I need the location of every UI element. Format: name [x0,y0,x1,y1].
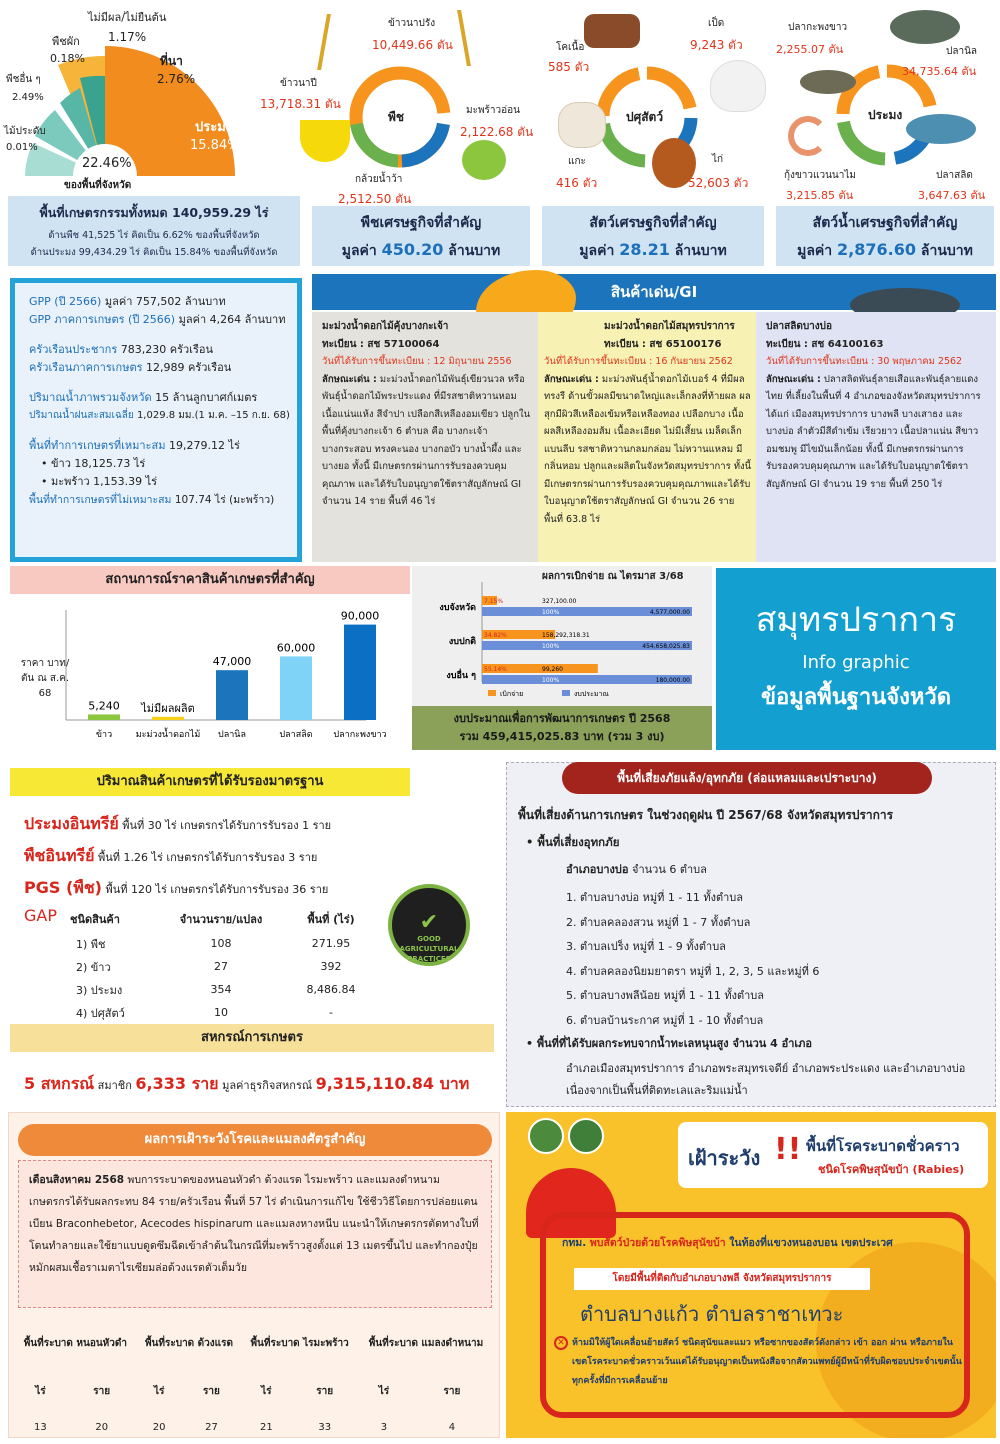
gap-head: จำนวนราย/แปลง [179,913,263,926]
cow-icon [584,14,640,48]
std-title: ปริมาณสินค้าเกษตรที่ได้รับรองมาตรฐาน [10,768,410,796]
suitable-value: 19,279.12 ไร่ [168,439,240,452]
fishery-name-1: ปลากะพงขาว [788,22,848,33]
budget-total-pct: 100% [542,609,560,616]
land-total-banner [8,196,300,266]
price-category: ปลากะพงขาว [333,730,387,740]
budget-chart [412,578,712,706]
budget-total-pct: 100% [542,643,560,650]
gpp-ag-value: มูลค่า 4,264 ล้านบาท [178,313,286,326]
gap-cell: 2) ข้าว [76,960,111,974]
gap-badge-text: GOOD AGRICULTURAL PRACTICES [399,935,459,963]
pest-group: พื้นที่ระบาด หนอนหัวดำ [23,1337,127,1349]
gi-2-reg: ทะเบียน : สช 65100176 [604,338,722,350]
pest-sub: ราย [93,1385,111,1397]
households-value: 783,230 ครัวเรือน [120,343,213,356]
crops-banner [312,206,530,266]
price-chart-ylabel: ราคา บาท/ตัน ณ ส.ค. 68 [20,658,70,699]
pie-label-noyield: ไม่มีผล/ไม่ยืนต้น [88,11,167,24]
risk-heading: พื้นที่เสี่ยงด้านการเกษตร ในช่วงฤดูฝน ปี 2567/68 จังหวัดสมุทรปราการ [518,808,894,822]
std-row-2: พืชอินทรีย์ พื้นที่ 1.26 ไร่ เกษตรกรได้รับการรับรอง 3 ราย [24,846,318,865]
sheep-icon [558,102,606,148]
pest-sub: ไร่ [378,1385,390,1397]
price-bar [280,656,312,720]
pest-group: พื้นที่ระบาด ด้วงแรด [144,1337,233,1349]
crops-title: พืชเศรษฐกิจที่สำคัญ [360,215,482,231]
pie-label-fishery: ประมง [195,120,233,135]
crops-value: 450.20 [381,240,444,259]
budget-spent-value: 327,100.00 [542,598,577,605]
gap-cell: 1) พืช [76,937,106,951]
risk-item: 2. ตำบลคลองสวน หมู่ที่ 1 - 7 ทั้งตำบล [566,915,751,929]
pest-title: ผลการเฝ้าระวังโรคและแมลงศัตรูสำคัญ [18,1124,492,1156]
budget-footer-1: งบประมาณเพื่อการพัฒนาการเกษตร ปี 2568 [453,712,671,725]
price-bar [88,714,120,720]
rabies-line2: โดยมีพื้นที่ติดกับอำเภอบางพลี จังหวัดสมุทรปราการ [574,1268,870,1290]
duck-icon [710,60,766,112]
price-bar-label: ไม่มีผลผลิต [141,701,195,715]
pest-cell: 3 [380,1421,388,1433]
rabies-areas: ตำบลบางแก้ว ตำบลราชาเทวะ [580,1302,844,1326]
water-label: ปริมาณน้ำภาพรวมจังหวัด [29,391,152,404]
gi-3-reg: ทะเบียน : สช 64100163 [766,338,884,350]
pest-group: พื้นที่ระบาด ไรมะพร้าว [250,1337,349,1349]
gi-header: สินค้าเด่น/GI [312,274,996,310]
livestock-value: 28.21 [619,240,670,259]
fishery-name-4: ปลาสลิด [936,170,973,181]
gi-2-desc: มะม่วงพันธุ์น้ำดอกไม้เบอร์ 4 ที่มีผลทรงรี ด้านขั้วผลมีขนาดใหญ่และเล็กลงที่ท้ายผล ผลสุกมีผิวสีเหลืองเข้มหรือเหลืองทอง เปลือกบาง เนื้อผลสีเหลืองอมส้ม เนื้อละเอียด ไม่มีเสี้ยน เมล็ดเล็กแบนลีบ รสชาติหวานกลมกล่อม ไม่หวานแหลม มีกลิ่นหอม ปลูกและผลิตในจังหวัดสมุทรปราการ ทั้งนี้ มีเกษตรกรผ่านการรับรองควบคุมคุณภาพและได้รับใบอนุญาตใช้ตราสัญลักษณ์ GI จำนวน 26 ราย พื้นที่ 63.8 ไร่ [544,373,752,525]
price-category: มะม่วงน้ำดอกไม้ [135,730,201,740]
pest-sub: ไร่ [35,1385,46,1397]
coop-value: 9,315,110.84 บาท [315,1074,470,1093]
rabies-title: พื้นที่โรคระบาดชั่วคราว [806,1137,960,1155]
fishery-value-3: 3,215.85 ตัน [786,189,854,202]
gi-2-name: มะม่วงน้ำดอกไม้สมุทรปราการ [604,321,735,332]
rice-area: • ข้าว 18,125.73 ไร่ [41,457,146,470]
fishery-value-prefix: มูลค่า [797,243,833,259]
province-name: สมุทรปราการ [755,600,957,640]
chicken-icon [652,138,696,188]
pest-cell: 4 [448,1421,456,1433]
gap-label: GAP [24,906,57,925]
livestock-name-1: โคเนื้อ [556,42,585,53]
pest-table [14,1316,494,1442]
price-category: ปลานิล [218,730,246,740]
water-value: 15 ล้านลูกบาศก์เมตร [155,391,258,404]
risk-item: 1. ตำบลบางบ่อ หมู่ที่ 1 - 11 ทั้งตำบล [566,891,744,904]
fishery-title: สัตว์น้ำเศรษฐกิจที่สำคัญ [812,215,958,231]
livestock-unit: ล้านบาท [674,243,727,259]
fishery-value-2: 34,735.64 ตัน [902,65,977,78]
unsuitable-value: 107.74 ไร่ (มะพร้าว) [174,494,275,506]
seabass-icon [800,70,856,94]
gap-cell: 27 [214,960,228,973]
crop-value-3: 2,122.68 ตัน [460,125,534,139]
rain-value: 1,029.8 มม.(1 ม.ค. –15 ก.ย. 68) [136,410,290,421]
pie-value-other: 2.49% [12,92,44,103]
budget-spent-pct: 34.82% [484,632,507,639]
coop-value-label: มูลค่าธุรกิจสหกรณ์ [222,1079,313,1092]
rabies-excl: !! [774,1132,802,1167]
pie-label-other: พืชอื่น ๆ [6,74,41,85]
pie-value-paddy: 2.76% [157,72,196,86]
province-info-box [10,278,302,562]
std-rows [24,812,331,908]
pie-label-ornamental: ไม้ประดับ [4,126,46,137]
crop-value-1: 10,449.66 ตัน [372,38,453,52]
rabies-warn: เฝ้าระวัง [688,1146,761,1170]
pest-group: พื้นที่ระบาด แมลงดำหนาม [368,1337,484,1349]
livestock-value-4: 52,603 ตัว [688,176,749,190]
pie-value-veg: 0.18% [50,52,85,65]
province-sub: Info graphic [802,652,910,673]
coop-count: 5 สหกรณ์ [24,1074,95,1093]
gi-1-desc-label: ลักษณะเด่น : [322,373,377,385]
pest-cell: 27 [205,1421,218,1433]
budget-category: งบจังหวัด [439,603,476,613]
livestock-value-1: 585 ตัว [548,60,590,74]
pest-month: เดือนสิงหาคม 2568 [29,1174,125,1186]
livestock-value-3: 416 ตัว [556,176,598,190]
budget-spent-pct: 7.15% [484,598,504,605]
fishery-name-3: กุ้งขาวแวนนาไม [784,170,856,181]
tilapia-icon [890,10,960,44]
livestock-name-2: เป็ด [708,18,725,29]
gap-cell: 8,486.84 [306,983,356,996]
budget-total-pct: 100% [542,677,560,684]
crop-name-3: มะพร้าวอ่อน [466,105,521,116]
price-bar [216,670,248,720]
pie-value-noyield: 1.17% [108,30,147,44]
pest-desc-box [18,1160,492,1308]
price-bar [152,717,184,720]
crops-center: พืช [388,110,405,124]
coop-title: สหกรณ์การเกษตร [10,1024,494,1052]
pest-sub: ไร่ [261,1385,272,1397]
gap-badge-icon [388,884,470,966]
gi-1-reg: ทะเบียน : สช 57100064 [322,338,440,350]
gi-3-desc-label: ลักษณะเด่น : [766,373,821,385]
gi-1-date: วันที่ได้รับการขึ้นทะเบียน : 12 มิถุนายน 2556 [322,356,512,367]
coop-members: 6,333 ราย [135,1074,219,1093]
shrimp-icon [788,116,828,156]
budget-spent-value: 99,260 [542,666,563,673]
emblem-icon [528,1118,564,1154]
budget-footer [412,706,712,750]
gap-cell: 3) ประมง [76,983,123,997]
risk-item: 4. ตำบลคลองนิยมยาตรา หมู่ที่ 1, 2, 3, 5 และหมู่ที่ 6 [566,964,820,978]
gpp-ag-label: GPP ภาคการเกษตร (ปี 2566) [29,313,176,326]
households-label: ครัวเรือนประชากร [29,343,118,356]
pie-label-paddy: ที่นา [160,54,183,68]
land-fish-line: ด้านประมง 99,434.29 ไร่ คิดเป็น 15.84% ของพื้นที่จังหวัด [30,247,278,258]
gap-cell: 354 [210,983,232,996]
price-chart [60,600,410,750]
gi-2-date: วันที่ได้รับการขึ้นทะเบียน : 16 กันยายน 2562 [544,356,733,367]
gap-head: พื้นที่ (ไร่) [307,913,355,926]
pest-cell: 20 [152,1421,166,1433]
price-category: ปลาสลิด [279,730,313,740]
budget-footer-2: รวม 459,415,025.83 บาท (รวม 3 งบ) [459,730,665,743]
rain-label: ปริมาณน้ำฝนสะสมเฉลี่ย [29,410,134,421]
coop-line [24,1072,469,1097]
emblem-icon [568,1118,604,1154]
coconut-area: • มะพร้าว 1,153.39 ไร่ [41,475,158,488]
crops-unit: ล้านบาท [448,243,501,259]
gap-cell: 108 [210,937,232,950]
risk-sea: • พื้นที่ที่ได้รับผลกระทบจากน้ำทะเลหนุนสูง จำนวน 4 อำเภอ [526,1037,813,1050]
pest-sub: ไร่ [153,1385,165,1397]
risk-item: 5. ตำบลบางพลีน้อย หมู่ที่ 1 - 11 ทั้งตำบล [566,989,764,1002]
pest-cell: 13 [34,1421,47,1433]
gi-item-3 [766,318,988,493]
crop-name-1: ข้าวนาปรัง [388,18,436,29]
gap-cell: 271.95 [311,937,351,950]
fishery-unit: ล้านบาท [920,243,973,259]
budget-total-value: 454,658,025.83 [642,643,690,650]
gap-cell: 4) ปศุสัตว์ [76,1006,125,1020]
gi-2-desc-label: ลักษณะเด่น : [544,373,599,385]
pest-sub: ราย [443,1385,461,1397]
fishery-value-4: 3,647.63 ตัน [918,189,986,202]
no-entry-icon: ✕ [554,1336,568,1350]
std-row-3: PGS (พืช) พื้นที่ 120 ไร่ เกษตรกรได้รับการรับรอง 36 ราย [24,878,329,897]
fishery-value: 2,876.60 [837,240,916,259]
land-crop-line: ด้านพืช 41,525 ไร่ คิดเป็น 6.62% ของพื้นที่จังหวัด [48,230,260,241]
livestock-value-2: 9,243 ตัว [690,38,743,52]
gi-3-desc: ปลาสลิดพันธุ์ลายเสือและพันธุ์ลายแดงไทย ที่เลี้ยงในพื้นที่ 4 อำเภอของจังหวัดสมุทรปราการ ได้แก่ เมืองสมุทรปราการ บางพลี บางเสาธง และบางบ่อ ลำตัวมีสีดำเข้ม เรียวยาว เนื้อปลาแน่น สีขาวอมชมพู มีไขมันเล็กน้อย ทั้งนี้ มีเกษตรกรผ่านการรับรองควบคุมคุณภาพ และได้รับใบอนุญาตใช้ตราสัญลักษณ์ GI จำนวน 19 ราย พื้นที่ 250 ไร่ [766,373,981,490]
risk-item: 3. ตำบลเปร็ง หมู่ที่ 1 - 9 ทั้งตำบล [566,940,726,953]
gi-item-1 [322,318,534,511]
crop-value-4: 2,512.50 ตัน [338,192,412,206]
budget-spent-value: 158,292,318.31 [542,632,590,639]
livestock-name-4: ไก่ [712,154,724,165]
crops-value-prefix: มูลค่า [341,243,377,259]
crop-value-2: 13,718.31 ตัน [260,97,341,111]
province-tag: ข้อมูลพื้นฐานจังหวัด [760,685,952,710]
livestock-value-prefix: มูลค่า [579,243,615,259]
rabies-panel [506,1112,996,1438]
gap-cell: - [329,1006,333,1019]
legend-spent-swatch [488,690,496,696]
price-bar-label: 90,000 [340,609,380,623]
gap-cell: 10 [214,1006,228,1019]
gpp-label: GPP (ปี 2566) [29,295,102,308]
ag-households-label: ครัวเรือนภาคการเกษตร [29,361,143,374]
livestock-center: ปศุสัตว์ [626,110,664,124]
budget-spent-pct: 55.14% [484,666,507,673]
livestock-banner [542,206,764,266]
budget-title: ผลการเบิกจ่าย ณ ไตรมาส 3/68 [542,571,684,582]
gourami-icon [906,114,976,144]
price-bar-label: 5,240 [88,699,120,713]
pest-desc: พบการระบาดของหนอนหัวดำ ด้วงแรด ไรมะพร้าว และแมลงดำหนาม เกษตรกรได้รับผลกระทบ 84 ราย/ครัวเรือน พื้นที่ 57 ไร่ ดำเนินการแก้ไข ใช้ชีววิธีโดยการปล่อยแตนเบียน Braconhebetor, Acecodes hispinarum และแมลงหางหนีบ แนะนำให้เกษตรกรตัดทางใบที่โดนทำลายและใช้ยาแบบดูดซึมฉีดเข้าลำต้นในกรณีที่มะพร้าวสูงตั้งแต่ 13 เมตรขึ้นไป และทำกองปุ๋ยหมักผสมเชื้อราเมตาไรเซียมล่อด้วงแรดตัวเต็มวัย [29,1174,479,1274]
budget-total-value: 180,000.00 [655,677,690,684]
pie-label-veg: พืชผัก [52,35,80,48]
crop-name-2: ข้าวนาปี [280,78,317,89]
budget-category: งบปกติ [448,637,476,647]
ag-households-value: 12,989 ครัวเรือน [146,361,232,374]
crop-name-4: กล้วยน้ำว้า [355,174,403,185]
gi-3-name: ปลาสลิดบางบ่อ [766,321,833,332]
risk-title: พื้นที่เสี่ยงภัยแล้ง/อุทกภัย (ล่อแหลมและเปราะบาง) [562,762,932,794]
coop-member-label: สมาชิก [97,1079,132,1092]
gap-cell: 392 [320,960,342,973]
pest-cell: 21 [259,1421,273,1433]
land-total: พื้นที่เกษตรกรรมทั้งหมด 140,959.29 ไร่ [39,205,269,220]
pest-sub: ราย [203,1385,220,1397]
pie-center-label: ของพื้นที่จังหวัด [64,180,132,191]
risk-district: อำเภอบางบ่อ จำนวน 6 ตำบล [566,863,707,876]
price-bar-label: 47,000 [212,655,252,669]
fishery-value-1: 2,255.07 ตัน [776,43,844,56]
price-bar-label: 60,000 [276,641,316,655]
budget-category: งบอื่น ๆ [446,671,476,681]
risk-sea-desc: อำเภอเมืองสมุทรปราการ อำเภอพระสมุทรเจดีย์ อำเภอพระประแดง และอำเภอบางบ่อ เนื่องจากเป็นพื้นที่ติดทะเลและริมแม่น้ำ [566,1062,966,1097]
risk-list [566,886,819,1033]
fishery-banner [776,206,994,266]
legend-spent: เบิกจ่าย [500,690,524,698]
price-category: ข้าว [95,730,113,740]
pest-cell: 33 [318,1421,332,1433]
unsuitable-label: พื้นที่ทำการเกษตรที่ไม่เหมาะสม [29,494,172,506]
rabies-line1: กทม. พบสัตว์ป่วยด้วยโรคพิษสุนัขบ้า ในท้องที่แขวงหนองบอน เขตประเวศ [562,1237,893,1249]
pie-value-fishery: 15.84% [190,138,240,153]
gpp-value: มูลค่า 757,502 ล้านบาท [104,295,226,308]
gap-head: ชนิดสินค้า [70,913,120,926]
gi-1-desc: มะม่วงน้ำดอกไม้พันธุ์เขียวนวล หรือพันธุ์น้ำดอกไม้พระประแดง ที่มีรสชาติหวานหอม เนื้อแน่นแห้ง สีจำปา เปลือกสีเหลืองอมเขียว ปลูกในพื้นที่คุ้งบางกะเจ้า 6 ตำบล คือ บางกะเจ้า บางกระสอบ ทรงคะนอง บางกอบัว บางน้ำผึ้ง และบางยอ ทั้งนี้ มีเกษตรกรผ่านการรับรองควบคุมคุณภาพ และได้รับใบอนุญาตใช้ตราสัญลักษณ์ GI จำนวน 14 ราย พื้นที่ 46 ไร่ [322,373,531,507]
legend-budget: งบประมาณ [574,690,609,698]
gi-1-name: มะม่วงน้ำดอกไม้คุ้งบางกะเจ้า [322,321,449,332]
pie-center-value: 22.46% [82,156,132,171]
coconut-icon [462,140,506,180]
price-chart-title: สถานการณ์ราคาสินค้าเกษตรที่สำคัญ [10,566,410,594]
gap-table [70,906,376,1024]
fishery-name-2: ปลานิล [946,46,978,57]
gi-3-date: วันที่ได้รับการขึ้นทะเบียน : 30 พฤษภาคม 2562 [766,356,963,367]
check-icon: ✔ [419,910,439,935]
livestock-title: สัตว์เศรษฐกิจที่สำคัญ [589,215,717,231]
rabies-sub: ชนิดโรคพิษสุนัขบ้า (Rabies) [818,1163,965,1176]
gi-item-2 [544,318,752,528]
pest-cell: 20 [95,1421,109,1433]
legend-budget-swatch [562,690,570,696]
rabies-notice: ห้ามมิให้ผู้ใดเคลื่อนย้ายสัตว์ ชนิดสุนัขและแมว หรือซากของสัตว์ดังกล่าว เข้า ออก ผ่าน หรือภายในเขตโรคระบาดชั่วคราวเว้นแต่ได้รับอนุญาตเป็นหนังสือจากสัตวแพทย์ผู้มีหน้าที่รับผิดชอบประจำเขตนั้นทุกครั้งที่มีการเคลื่อนย้าย [572,1338,962,1386]
risk-item: 6. ตำบลบ้านระกาศ หมู่ที่ 1 - 10 ทั้งตำบล [566,1013,764,1027]
suitable-label: พื้นที่ทำการเกษตรที่เหมาะสม [29,439,166,452]
fishery-center: ประมง [868,108,903,122]
rice-icon [457,10,497,66]
pie-value-ornamental: 0.01% [6,142,38,153]
livestock-name-3: แกะ [568,156,586,167]
province-title-block [716,568,996,750]
banana-icon [300,120,350,162]
risk-flood: • พื้นที่เสี่ยงอุทกภัย [526,835,620,849]
std-row-1: ประมงอินทรีย์ พื้นที่ 30 ไร่ เกษตรกรได้รับการรับรอง 1 ราย [24,814,332,833]
price-bar [344,625,376,720]
budget-total-value: 4,577,000.00 [649,609,690,616]
pest-sub: ราย [316,1385,334,1397]
